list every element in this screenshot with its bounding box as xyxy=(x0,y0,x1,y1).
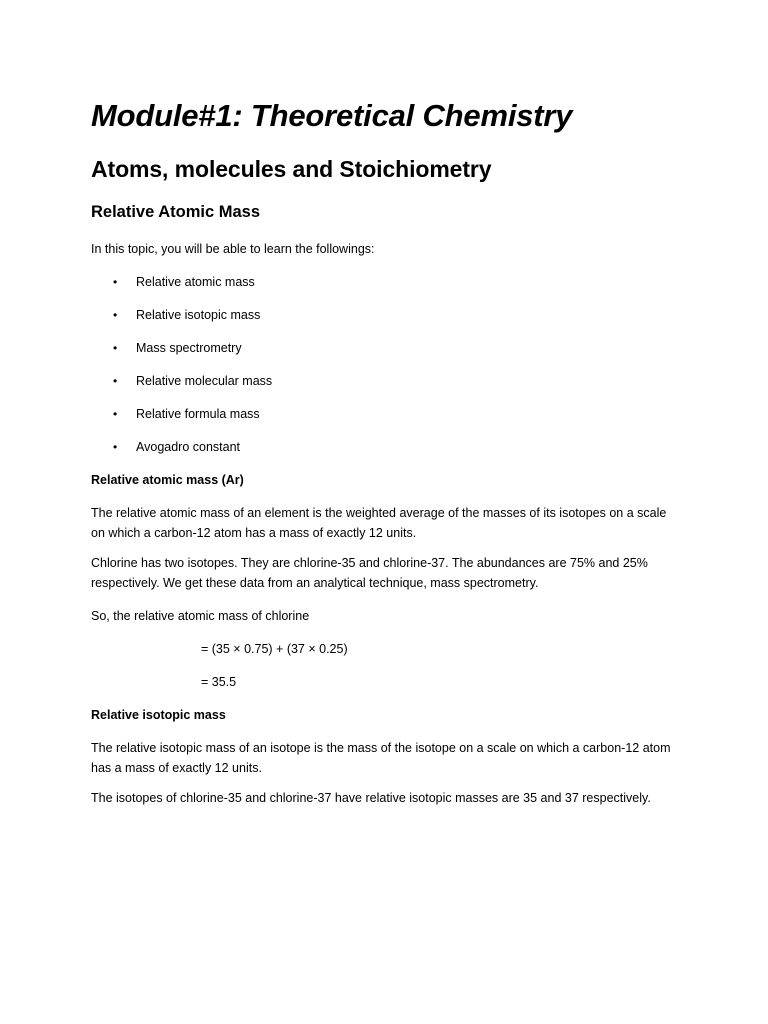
list-item xyxy=(91,272,691,292)
section-title: Atoms, molecules and Stoichiometry xyxy=(91,156,492,182)
bullet-icon: • xyxy=(113,440,118,454)
list-item xyxy=(91,338,691,358)
list-item xyxy=(91,404,691,424)
list-item-label: Avogadro constant xyxy=(136,440,241,454)
bullet-icon: • xyxy=(113,341,118,355)
list-item xyxy=(91,305,691,325)
list-item-label: Relative isotopic mass xyxy=(136,308,261,322)
list-item xyxy=(91,371,691,391)
bullet-icon: • xyxy=(113,275,118,289)
module-title: Module#1: Theoretical Chemistry xyxy=(91,98,573,133)
list-item-label: Relative formula mass xyxy=(136,407,260,421)
isotopic-heading: Relative isotopic mass xyxy=(91,708,226,722)
bullet-icon: • xyxy=(113,407,118,421)
isotopic-definition xyxy=(91,738,691,778)
ar-definition xyxy=(91,503,691,543)
list-item-label: Relative atomic mass xyxy=(136,275,255,289)
isotopic-definition-line: has a mass of exactly 12 units. xyxy=(91,761,262,775)
isotopic-definition-line: The relative isotopic mass of an isotope is the mass of the isotope on a scale on which a carbon-12 atom xyxy=(91,741,671,755)
bullet-icon: • xyxy=(113,308,118,322)
ar-definition-line: The relative atomic mass of an element is the weighted average of the masses of its isotopes on a scale xyxy=(91,506,667,520)
intro-text: In this topic, you will be able to learn the followings: xyxy=(91,242,375,256)
chlorine-paragraph xyxy=(91,553,691,593)
ar-heading: Relative atomic mass (Ar) xyxy=(91,473,244,487)
document-content xyxy=(91,96,691,808)
list-item-label: Relative molecular mass xyxy=(136,374,273,388)
chlorine-line: respectively. We get these data from an analytical technique, mass spectrometry. xyxy=(91,576,539,590)
chlorine-line: Chlorine has two isotopes. They are chlorine-35 and chlorine-37. The abundances are 75% and 25% xyxy=(91,556,648,570)
isotopic-example: The isotopes of chlorine-35 and chlorine-37 have relative isotopic masses are 35 and 37 respectively. xyxy=(91,791,651,805)
list-item-label: Mass spectrometry xyxy=(136,341,242,355)
so-text: So, the relative atomic mass of chlorine xyxy=(91,609,310,623)
subsection-title: Relative Atomic Mass xyxy=(91,203,261,221)
topic-list xyxy=(91,272,691,457)
calculation-line: = (35 × 0.75) + (37 × 0.25) xyxy=(201,642,348,656)
calculation-result: = 35.5 xyxy=(201,675,237,689)
ar-definition-line: on which a carbon-12 atom has a mass of exactly 12 units. xyxy=(91,526,417,540)
list-item xyxy=(91,437,691,457)
bullet-icon: • xyxy=(113,374,118,388)
